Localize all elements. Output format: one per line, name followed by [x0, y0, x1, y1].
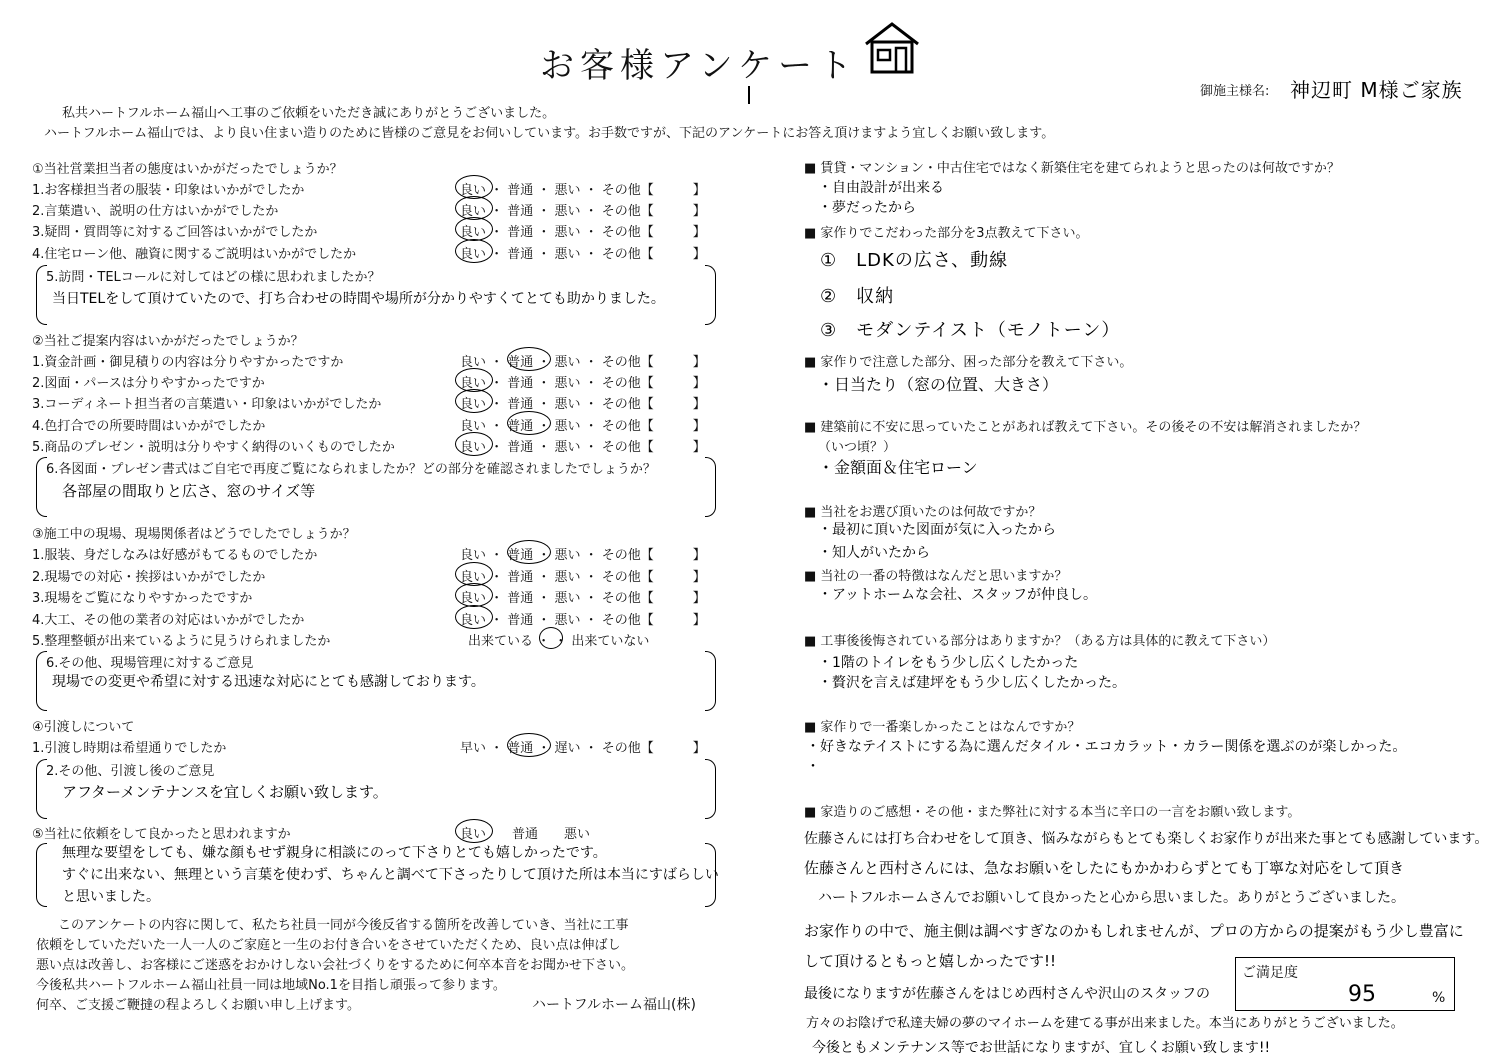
s5-answer-line-2: すぐに出来ない、無理という言葉を使わず、ちゃんと調べて下さったりして頂けた所は本当にすばらしい [62, 867, 719, 883]
r-a9-4: お家作りの中で、施主側は調べすぎなのかもしれませんが、プロの方からの提案がもう少し豊富に [804, 922, 1464, 940]
s1-q4: 4.住宅ローン他、融資に関するご説明はいかがでしたか [32, 247, 357, 262]
s1-opts-1: 良い ・ 普通 ・ 悪い ・ その他【 】 [460, 183, 706, 198]
footer-line-3: 悪い点は改善し、お客様にご迷惑をおかけしない会社づくりをするために何卒本音をお聞かせ下さい。 [36, 958, 635, 973]
answer-circle [455, 605, 493, 629]
answer-circle [455, 239, 493, 263]
s2-title: ②当社ご提案内容はいかがだったでしょうか？ [32, 334, 304, 349]
r-q1: ■ 賃貸・マンション・中古住宅ではなく新築住宅を建てられようと思ったのは何故ですか？ [804, 161, 1340, 176]
r-a7-1: ・1階のトイレをもう少し広くしたかった [818, 655, 1079, 671]
r-a8: ・好きなテイストにする為に選んだタイル・エコカラット・カラー関係を選ぶのが楽しかった。 [806, 739, 1407, 755]
r-a2-3: ③ モダンテイスト（モノトーン） [820, 320, 1121, 341]
s3-q5-opts: 出来ている ・ ・ 出来ていない [468, 634, 650, 649]
s4-q2: 2.その他、引渡し後のご意見 [46, 764, 215, 779]
answer-circle [507, 733, 551, 757]
page-title: お客様アンケート [540, 46, 858, 86]
r-q7: ■ 工事後後悔されている部分はありますか？（ある方は具体的に教えて下さい） [804, 634, 1276, 649]
r-a9-7: 方々のお陰げで私達夫婦の夢のマイホームを建てる事が出来ました。本当にありがとうございました。 [806, 1016, 1404, 1031]
footer-line-1: このアンケートの内容に関して、私たち社員一同が今後反省する箇所を改善していき、当社に工事 [58, 918, 629, 933]
answer-circle [455, 583, 493, 607]
s1-opts-3: 良い ・ 普通 ・ 悪い ・ その他【 】 [460, 225, 706, 240]
s2-opts-2: 良い ・ 普通 ・ 悪い ・ その他【 】 [460, 376, 706, 391]
s1-q2: 2.言葉遣い、説明の仕方はいかがでしたか [32, 204, 279, 219]
r-a3: ・日当たり（窓の位置、大きさ） [818, 375, 1059, 394]
s1-q5: 5.訪問・TELコールに対してはどの様に思われましたか？ [46, 270, 381, 285]
s5-title: ⑤当社に依頼をして良かったと思われますか [32, 827, 291, 842]
s3-q3: 3.現場をご覧になりやすかったですか [32, 591, 253, 606]
s2-opts-3: 良い ・ 普通 ・ 悪い ・ その他【 】 [460, 397, 706, 412]
r-a2-1: ① LDKの広さ、動線 [820, 250, 1009, 271]
s3-q6: 6.その他、現場管理に対するご意見 [46, 656, 254, 671]
s1-a5: 当日TELをして頂けていたので、打ち合わせの時間や場所が分かりやすくてとても助かりました。 [52, 291, 665, 307]
s4-q1-opts: 早い ・ 普通 ・ 遅い ・ その他【 】 [460, 741, 706, 756]
answer-bracket-left [36, 843, 47, 907]
r-a9-1: 佐藤さんには打ち合わせをして頂き、悩みながらもとても楽しくお家作りが出来た事とても感謝しています。 [804, 831, 1489, 847]
s3-q1: 1.服装、身だしなみは好感がもてるものでしたか [32, 548, 318, 563]
s3-opts-1: 良い ・ 普通 ・ 悪い ・ その他【 】 [460, 548, 706, 563]
r-a1-1: ・自由設計が出来る [818, 180, 944, 196]
footer-line-5: 何卒、ご支援ご鞭撻の程よろしくお願い申し上げます。 [36, 998, 360, 1013]
answer-circle [455, 432, 493, 456]
satisfaction-value: 95 [1348, 982, 1376, 1007]
s3-q2: 2.現場での対応・挨拶はいかがでしたか [32, 570, 266, 585]
s2-q6: 6.各図面・プレゼン書式はご自宅で再度ご覧になられましたか？どの部分を確認されましたでしょうか？ [46, 462, 656, 477]
s2-opts-1: 良い ・ 普通 ・ 悪い ・ その他【 】 [460, 355, 706, 370]
r-q8: ■ 家作りで一番楽しかったことはなんですか？ [804, 720, 1081, 735]
satisfaction-unit: % [1432, 990, 1446, 1006]
r-a4: ・金額面＆住宅ローン [818, 458, 978, 477]
s5-opts: 良い 普通 悪い [460, 827, 591, 842]
s4-q1: 1.引渡し時期は希望通りでしたか [32, 741, 227, 756]
r-a5-1: ・最初に頂いた図面が気に入ったから [818, 522, 1056, 538]
satisfaction-label: ご満足度 [1242, 965, 1298, 981]
answer-bracket-right [705, 265, 716, 325]
r-a9-6: 最後になりますが佐藤さんをはじめ西村さんや沢山のスタッフの [804, 986, 1210, 1002]
r-a5-2: ・知人がいたから [818, 545, 930, 561]
s4-a2: アフターメンテナンスを宜しくお願い致します。 [62, 783, 388, 801]
client-name: 神辺町 M様ご家族 [1290, 78, 1463, 102]
intro-line-1: 私共ハートフルホーム福山へ工事のご依頼をいただき誠にありがとうございました。 [62, 106, 556, 121]
r-a9-8: 今後ともメンテナンス等でお世話になりますが、宜しくお願い致します!! [812, 1040, 1271, 1056]
r-a7-2: ・贅沢を言えば建坪をもう少し広くしたかった。 [818, 675, 1126, 691]
company-name: ハートフルホーム福山(株) [532, 997, 696, 1013]
s5-answer-line-3: と思いました。 [62, 889, 160, 905]
r-q4: ■ 建築前に不安に思っていたことがあれば教えて下さい。その後その不安は解消されましたか？ [804, 420, 1367, 435]
s2-q5: 5.商品のプレゼン・説明は分りやすく納得のいくものでしたか [32, 440, 395, 455]
s3-a6: 現場での変更や希望に対する迅速な対応にとても感謝しております。 [52, 674, 485, 690]
answer-circle [455, 819, 493, 843]
s2-q2: 2.図面・パースは分りやすかったですか [32, 376, 265, 391]
s2-q1: 1.資金計画・御見積りの内容は分りやすかったですか [32, 355, 344, 370]
s2-a6: 各部屋の間取りと広さ、窓のサイズ等 [62, 482, 316, 500]
answer-circle [539, 627, 563, 649]
answer-circle [455, 389, 493, 413]
r-q5: ■ 当社をお選び頂いたのは何故ですか？ [804, 505, 1042, 520]
s3-title: ③施工中の現場、現場関係者はどうでしたでしょうか？ [32, 527, 356, 542]
s5-answer-line-1: 無理な要望をしても、嫌な顔もせず親身に相談にのって下さりとても嬉しかったです。 [62, 845, 607, 861]
answer-bracket-right [705, 759, 716, 819]
s4-title: ④引渡しについて [32, 720, 135, 735]
s1-q1: 1.お客様担当者の服装・印象はいかがでしたか [32, 183, 305, 198]
r-q3: ■ 家作りで注意した部分、困った部分を教えて下さい。 [804, 355, 1133, 370]
r-a8b: ・ [806, 759, 820, 775]
answer-circle [507, 347, 551, 371]
s2-q4: 4.色打合での所要時間はいかがでしたか [32, 419, 266, 434]
r-a9-2: 佐藤さんと西村さんには、急なお願いをしたにもかかわらずとても丁寧な対応をして頂き [804, 859, 1405, 877]
r-a1-2: ・夢だったから [818, 200, 916, 216]
answer-circle [507, 411, 551, 435]
r-q4b: （いつ頃？） [818, 440, 897, 455]
answer-circle [507, 540, 551, 564]
r-a2-2: ② 収納 [820, 286, 895, 307]
footer-line-2: 依頼をしていただいた一人一人のご家庭と一生のお付き合いをさせていただくため、良い点は伸ばし [36, 938, 621, 953]
title-divider [748, 86, 750, 104]
answer-circle [455, 217, 493, 241]
s1-q3: 3.疑問・質問等に対するご回答はいかがでしたか [32, 225, 318, 240]
s2-q3: 3.コーディネート担当者の言葉遣い・印象はいかがでしたか [32, 397, 382, 412]
s1-opts-4: 良い ・ 普通 ・ 悪い ・ その他【 】 [460, 247, 706, 262]
answer-bracket-right [705, 651, 716, 711]
s3-q4: 4.大工、その他の業者の対応はいかがでしたか [32, 613, 305, 628]
house-icon [862, 20, 922, 76]
s2-opts-5: 良い ・ 普通 ・ 悪い ・ その他【 】 [460, 440, 706, 455]
s1-opts-2: 良い ・ 普通 ・ 悪い ・ その他【 】 [460, 204, 706, 219]
satisfaction-box [1235, 957, 1455, 1011]
s1-title: ①当社営業担当者の態度はいかがだったでしょうか？ [32, 162, 343, 177]
r-q6: ■ 当社の一番の特徴はなんだと思いますか？ [804, 569, 1068, 584]
client-label: 御施主様名: [1200, 84, 1270, 99]
s3-opts-4: 良い ・ 普通 ・ 悪い ・ その他【 】 [460, 613, 706, 628]
r-a6: ・アットホームな会社、スタッフが仲良し。 [818, 587, 1098, 603]
intro-line-2: ハートフルホーム福山では、より良い住まい造りのために皆様のご意見をお伺いしています。お手数ですが、下記のアンケートにお答え頂けますよう宜しくお願い致します。 [44, 126, 1055, 141]
r-q2: ■ 家作りでこだわった部分を3点教えて下さい。 [804, 226, 1089, 241]
s3-q5: 5.整理整頓が出来ているように見うけられましたか [32, 634, 331, 649]
footer-line-4: 今後私共ハートフルホーム福山社員一同は地域No.1を目指し頑張って参ります。 [36, 978, 506, 993]
r-a9-5: して頂けるともっと嬉しかったです!! [804, 952, 1057, 970]
s3-opts-2: 良い ・ 普通 ・ 悪い ・ その他【 】 [460, 570, 706, 585]
s2-opts-4: 良い ・ 普通 ・ 悪い ・ その他【 】 [460, 419, 706, 434]
answer-bracket-right [705, 457, 716, 517]
s3-opts-3: 良い ・ 普通 ・ 悪い ・ その他【 】 [460, 591, 706, 606]
r-a9-3: ハートフルホームさんでお願いして良かったと心から思いました。ありがとうございました。 [818, 890, 1406, 906]
r-q9: ■ 家造りのご感想・その他・また弊社に対する本当に辛口の一言をお願い致します。 [804, 805, 1301, 820]
